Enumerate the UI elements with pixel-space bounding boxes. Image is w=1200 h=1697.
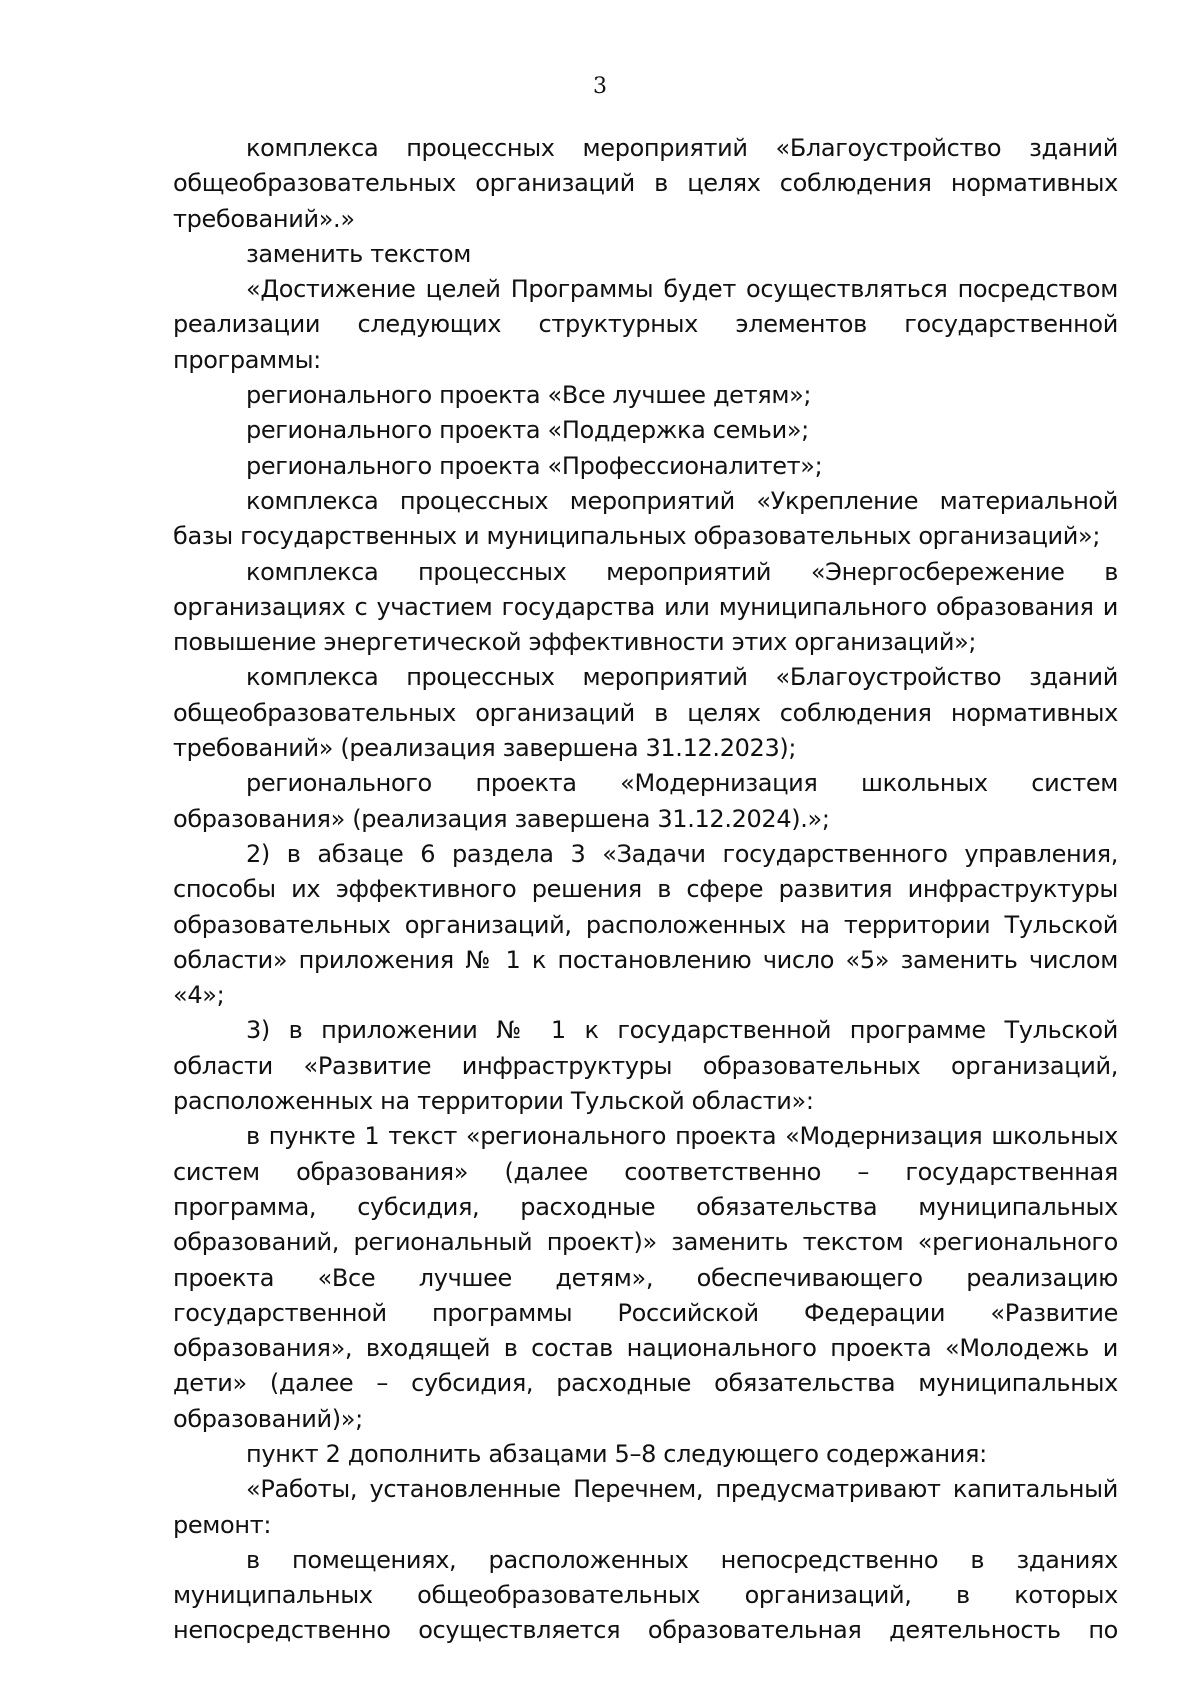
paragraph-6: регионального проекта «Профессионалитет»; [246,451,823,480]
paragraph-15: «Работы, установленные Перечнем, предусматривают капитальный ремонт: [173,1475,1118,1539]
paragraph-9: комплекса процессных мероприятий «Благоустройство зданий общеобразовательных организаций в целях соблюдения нормативных требований» (реализация завершена 31.12.2023); [173,663,1118,763]
paragraph-7: комплекса процессных мероприятий «Укрепление материальной базы государственных и муниципальных образовательных организаций»; [173,486,1118,551]
paragraph-2: заменить текстом [246,239,471,268]
paragraph-16: в помещениях, расположенных непосредственно в зданиях муниципальных общеобразовательных организаций, в которых непосредственно осуществляется образовательная деятельность по [173,1545,1118,1645]
paragraph-13: в пункте 1 текст «регионального проекта «Модернизация школьных систем образования» (далее соответственно – государственная программа, субсидия, расходные обязательства муниципальных образований, региональный проект)» заменить текстом «регионального проекта «Все лучшее детям», обеспечивающего реализацию государственной программы Российской Федерации «Развитие образования», входящей в состав национального проекта «Молодежь и дети» (далее – субсидия, расходные обязательства муниципальных образований)»; [173,1122,1118,1433]
paragraph-10: регионального проекта «Модернизация школьных систем образования» (реализация завершена 31.12.2024).»; [173,769,1118,833]
paragraph-12: 3) в приложении № 1 к государственной программе Тульской области «Развитие инфраструктуры образовательных организаций, расположенных на территории Тульской области»: [173,1016,1118,1116]
paragraph-5: регионального проекта «Поддержка семьи»; [246,416,809,445]
paragraph-4: регионального проекта «Все лучшее детям»; [246,381,812,410]
document-body [173,131,1118,1649]
paragraph-11: 2) в абзаце 6 раздела 3 «Задачи государственного управления, способы их эффективного решения в сфере развития инфраструктуры образовательных организаций, расположенных на территории Тульской области» приложения № 1 к постановлению число «5» заменить числом «4»; [173,839,1118,1010]
paragraph-3: «Достижение целей Программы будет осуществляться посредством реализации следующих структурных элементов государственной программы: [173,275,1118,374]
paragraph-1: комплекса процессных мероприятий «Благоустройство зданий общеобразовательных организаций в целях соблюдения нормативных требований».» [173,134,1118,233]
page-number: 3 [593,74,607,99]
paragraph-8: комплекса процессных мероприятий «Энергосбережение в организациях с участием государства или муниципального образования и повышение энергетической эффективности этих организаций»; [173,557,1118,657]
paragraph-14: пункт 2 дополнить абзацами 5–8 следующего содержания: [246,1439,987,1468]
